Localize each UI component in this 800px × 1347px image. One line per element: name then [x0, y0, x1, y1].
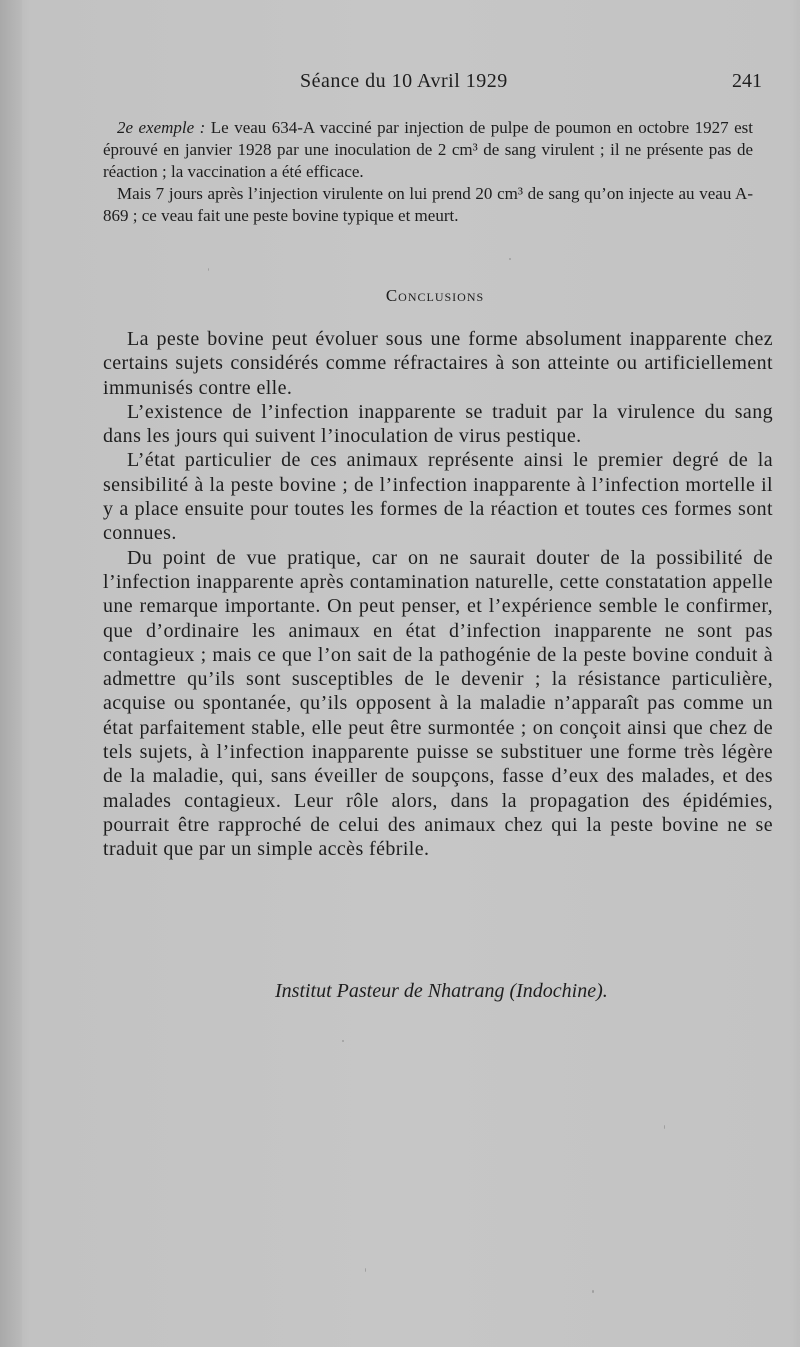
conclusion-paragraph: L’état particulier de ces animaux représente ainsi le premier degré de la sensibilité à la peste bovine ; de l’infection inapparente à l’infection mortelle il y a place ensuite pour toutes les formes de la réaction et toutes ces formes sont connues.: [103, 449, 773, 545]
institution-signature: Institut Pasteur de Nhatrang (Indochine).: [275, 980, 608, 1002]
conclusion-paragraph: La peste bovine peut évoluer sous une forme absolument inapparente chez certains sujets considérés comme réfractaires à son atteinte ou artificiellement immunisés contre elle.: [103, 328, 773, 399]
paper-speck: [664, 1125, 665, 1129]
running-title: Séance du 10 Avril 1929: [300, 70, 508, 92]
page-gutter-shadow: [0, 0, 22, 1347]
example-label: 2e exemple :: [117, 118, 206, 137]
paper-speck: [208, 268, 209, 271]
example-section: [103, 117, 753, 227]
paper-speck: [509, 258, 511, 260]
page-number: 241: [732, 70, 762, 92]
paper-speck: [365, 1268, 366, 1272]
conclusions-body: [103, 327, 773, 862]
section-heading: Conclusions: [385, 286, 485, 305]
example-paragraph: [103, 117, 753, 183]
page-header: [0, 70, 800, 100]
example-paragraph-text: Le veau 634-A vacciné par injection de pulpe de poumon en octobre 1927 est éprouvé en janvier 1928 par une inoculation de 2 cm³ de sang virulent ; il ne présente pas de réaction ; la vaccination a été efficace.: [103, 118, 753, 181]
conclusion-paragraph: Du point de vue pratique, car on ne saurait douter de la possibilité de l’infection inapparente après contamination naturelle, cette constatation appelle une remarque importante. On peut penser, et l’expérience semble le confirmer, que d’ordinaire les animaux en état d’infection inapparente ne sont pas contagieux ; mais ce que l’on sait de la pathogénie de la peste bovine conduit à admettre qu’ils sont susceptibles de le devenir ; la résistance particulière, acquise ou spontanée, qu’ils opposent à la maladie n’apparaît pas comme un état parfaitement stable, elle peut être surmontée ; on conçoit ainsi que chez de tels sujets, à l’infection inapparente puisse se substituer une forme très légère de la maladie, qui, sans éveiller de soupçons, fasse d’eux des malades, et des malades contagieux. Leur rôle alors, dans la propagation des épidémies, pourrait être rapproché de celui des animaux chez qui la peste bovine ne se traduit que par un simple accès fébrile.: [103, 546, 773, 861]
example-paragraph: Mais 7 jours après l’injection virulente on lui prend 20 cm³ de sang qu’on injecte au veau A-869 ; ce veau fait une peste bovine typique et meurt.: [103, 184, 753, 225]
paper-speck: [342, 1040, 344, 1042]
conclusion-paragraph: L’existence de l’infection inapparente se traduit par la virulence du sang dans les jours qui suivent l’inoculation de virus pestique.: [103, 400, 773, 448]
paper-speck: [592, 1290, 594, 1293]
